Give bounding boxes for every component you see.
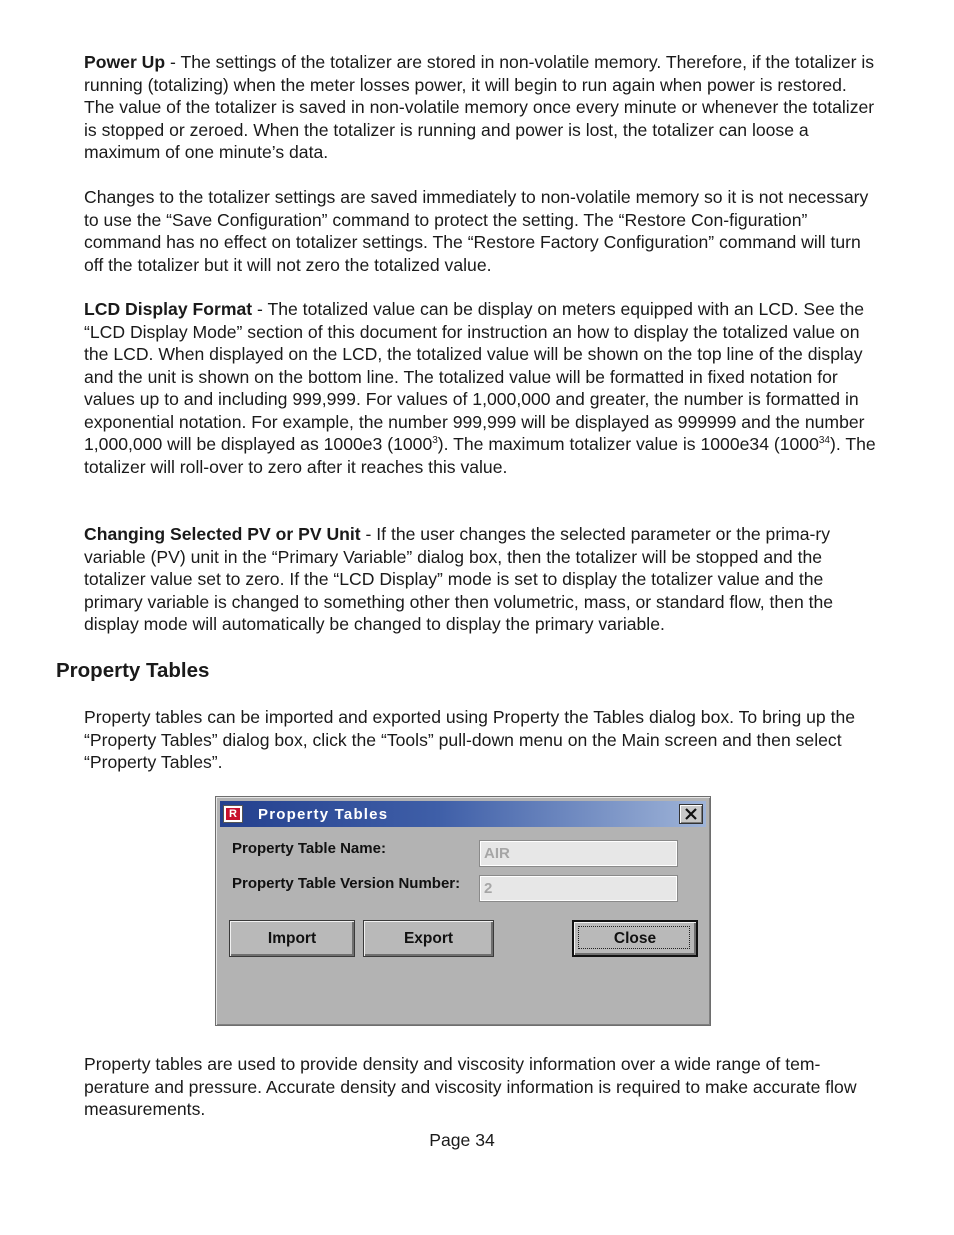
- import-button[interactable]: Import: [229, 920, 355, 957]
- app-logo-icon: R: [223, 805, 243, 823]
- table-version-field[interactable]: [479, 875, 678, 902]
- changing-pv-text: - If the user changes the selected parameter or the prima-ry variable (PV) unit in the “Primary Variable” dialog box, then the totalizer will be stopped and the totalizer value set to zero. If the “LCD Display” mode is set to display the totalizer value and the primary variable is changed to something other then volumetric, mass, or standard flow, then the display mode will automatically be changed to display the primary variable.: [84, 524, 834, 634]
- usage-paragraph: Property tables are used to provide density and viscosity information over a wide range of tem-perature and pressure. Accurate density and viscosity information is required to make accurate flow measurements.: [84, 1054, 857, 1119]
- changes-paragraph: Changes to the totalizer settings are saved immediately to non-volatile memory so it is not necessary to use the “Save Configuration” command to protect the setting. The “Restore Con-figuration” command has no effect on totalizer settings. The “Restore Factory Configuration” command will turn off the totalizer but it will not zero the totalized value.: [84, 187, 869, 275]
- table-name-label: Property Table Name:: [232, 840, 386, 857]
- lcd-text-c: ). The totalizer will roll-over to zero after it reaches this value.: [84, 434, 876, 477]
- power-up-text: - The settings of the totalizer are stored in non-volatile memory. Therefore, if the totalizer is running (totalizing) when the meter losses power, it will begin to run again when power is restored. The value of the totalizer is saved in non-volatile memory once every minute or whenever the totalizer is stopped or zeroed. When the totalizer is running and power is lost, the totalizer can loose a maximum of one minute’s data.: [84, 52, 875, 162]
- section-heading: Property Tables: [56, 659, 210, 682]
- property-tables-dialog: [215, 796, 711, 1026]
- lcd-text-b: ). The maximum totalizer value is 1000e34 (1000: [437, 434, 819, 454]
- intro-paragraph: Property tables can be imported and exported using Property the Tables dialog box. To bring up the “Property Tables” dialog box, click the “Tools” pull-down menu on the Main screen and then select “Property Tables”.: [84, 707, 856, 772]
- lcd-text-a: - The totalized value can be display on meters equipped with an LCD. See the “LCD Display Mode” section of this document for instruction an how to display the totalized value on the LCD. When displayed on the LCD, the totalized value will be shown on the top line of the display and the unit is shown on the bottom line. The totalized value will be formatted in fixed notation for values up to and including 999,999. For values of 1,000,000 and greater, the number is formatted in exponential notation. For example, the number 999,999 will be displayed as 999999 and the number 1,000,000 will be displayed as 1000e3 (1000: [84, 299, 865, 454]
- dialog-title: Property Tables: [258, 806, 389, 823]
- close-button[interactable]: Close: [572, 920, 698, 957]
- export-button[interactable]: Export: [363, 920, 494, 957]
- dialog-titlebar: [220, 801, 706, 827]
- changing-pv-paragraph: [84, 523, 876, 636]
- lcd-sup-b: 34: [818, 435, 830, 447]
- changing-pv-label: Changing Selected PV or PV Unit: [84, 524, 361, 544]
- lcd-display-label: LCD Display Format: [84, 299, 253, 319]
- page-number: Page 34: [429, 1130, 495, 1150]
- close-icon[interactable]: [679, 804, 703, 824]
- lcd-sup-a: 3: [432, 435, 438, 447]
- lcd-display-paragraph: [84, 298, 876, 478]
- table-name-field[interactable]: [479, 840, 678, 867]
- power-up-paragraph: [84, 51, 876, 164]
- table-version-label: Property Table Version Number:: [232, 875, 461, 892]
- power-up-label: Power Up: [84, 52, 166, 72]
